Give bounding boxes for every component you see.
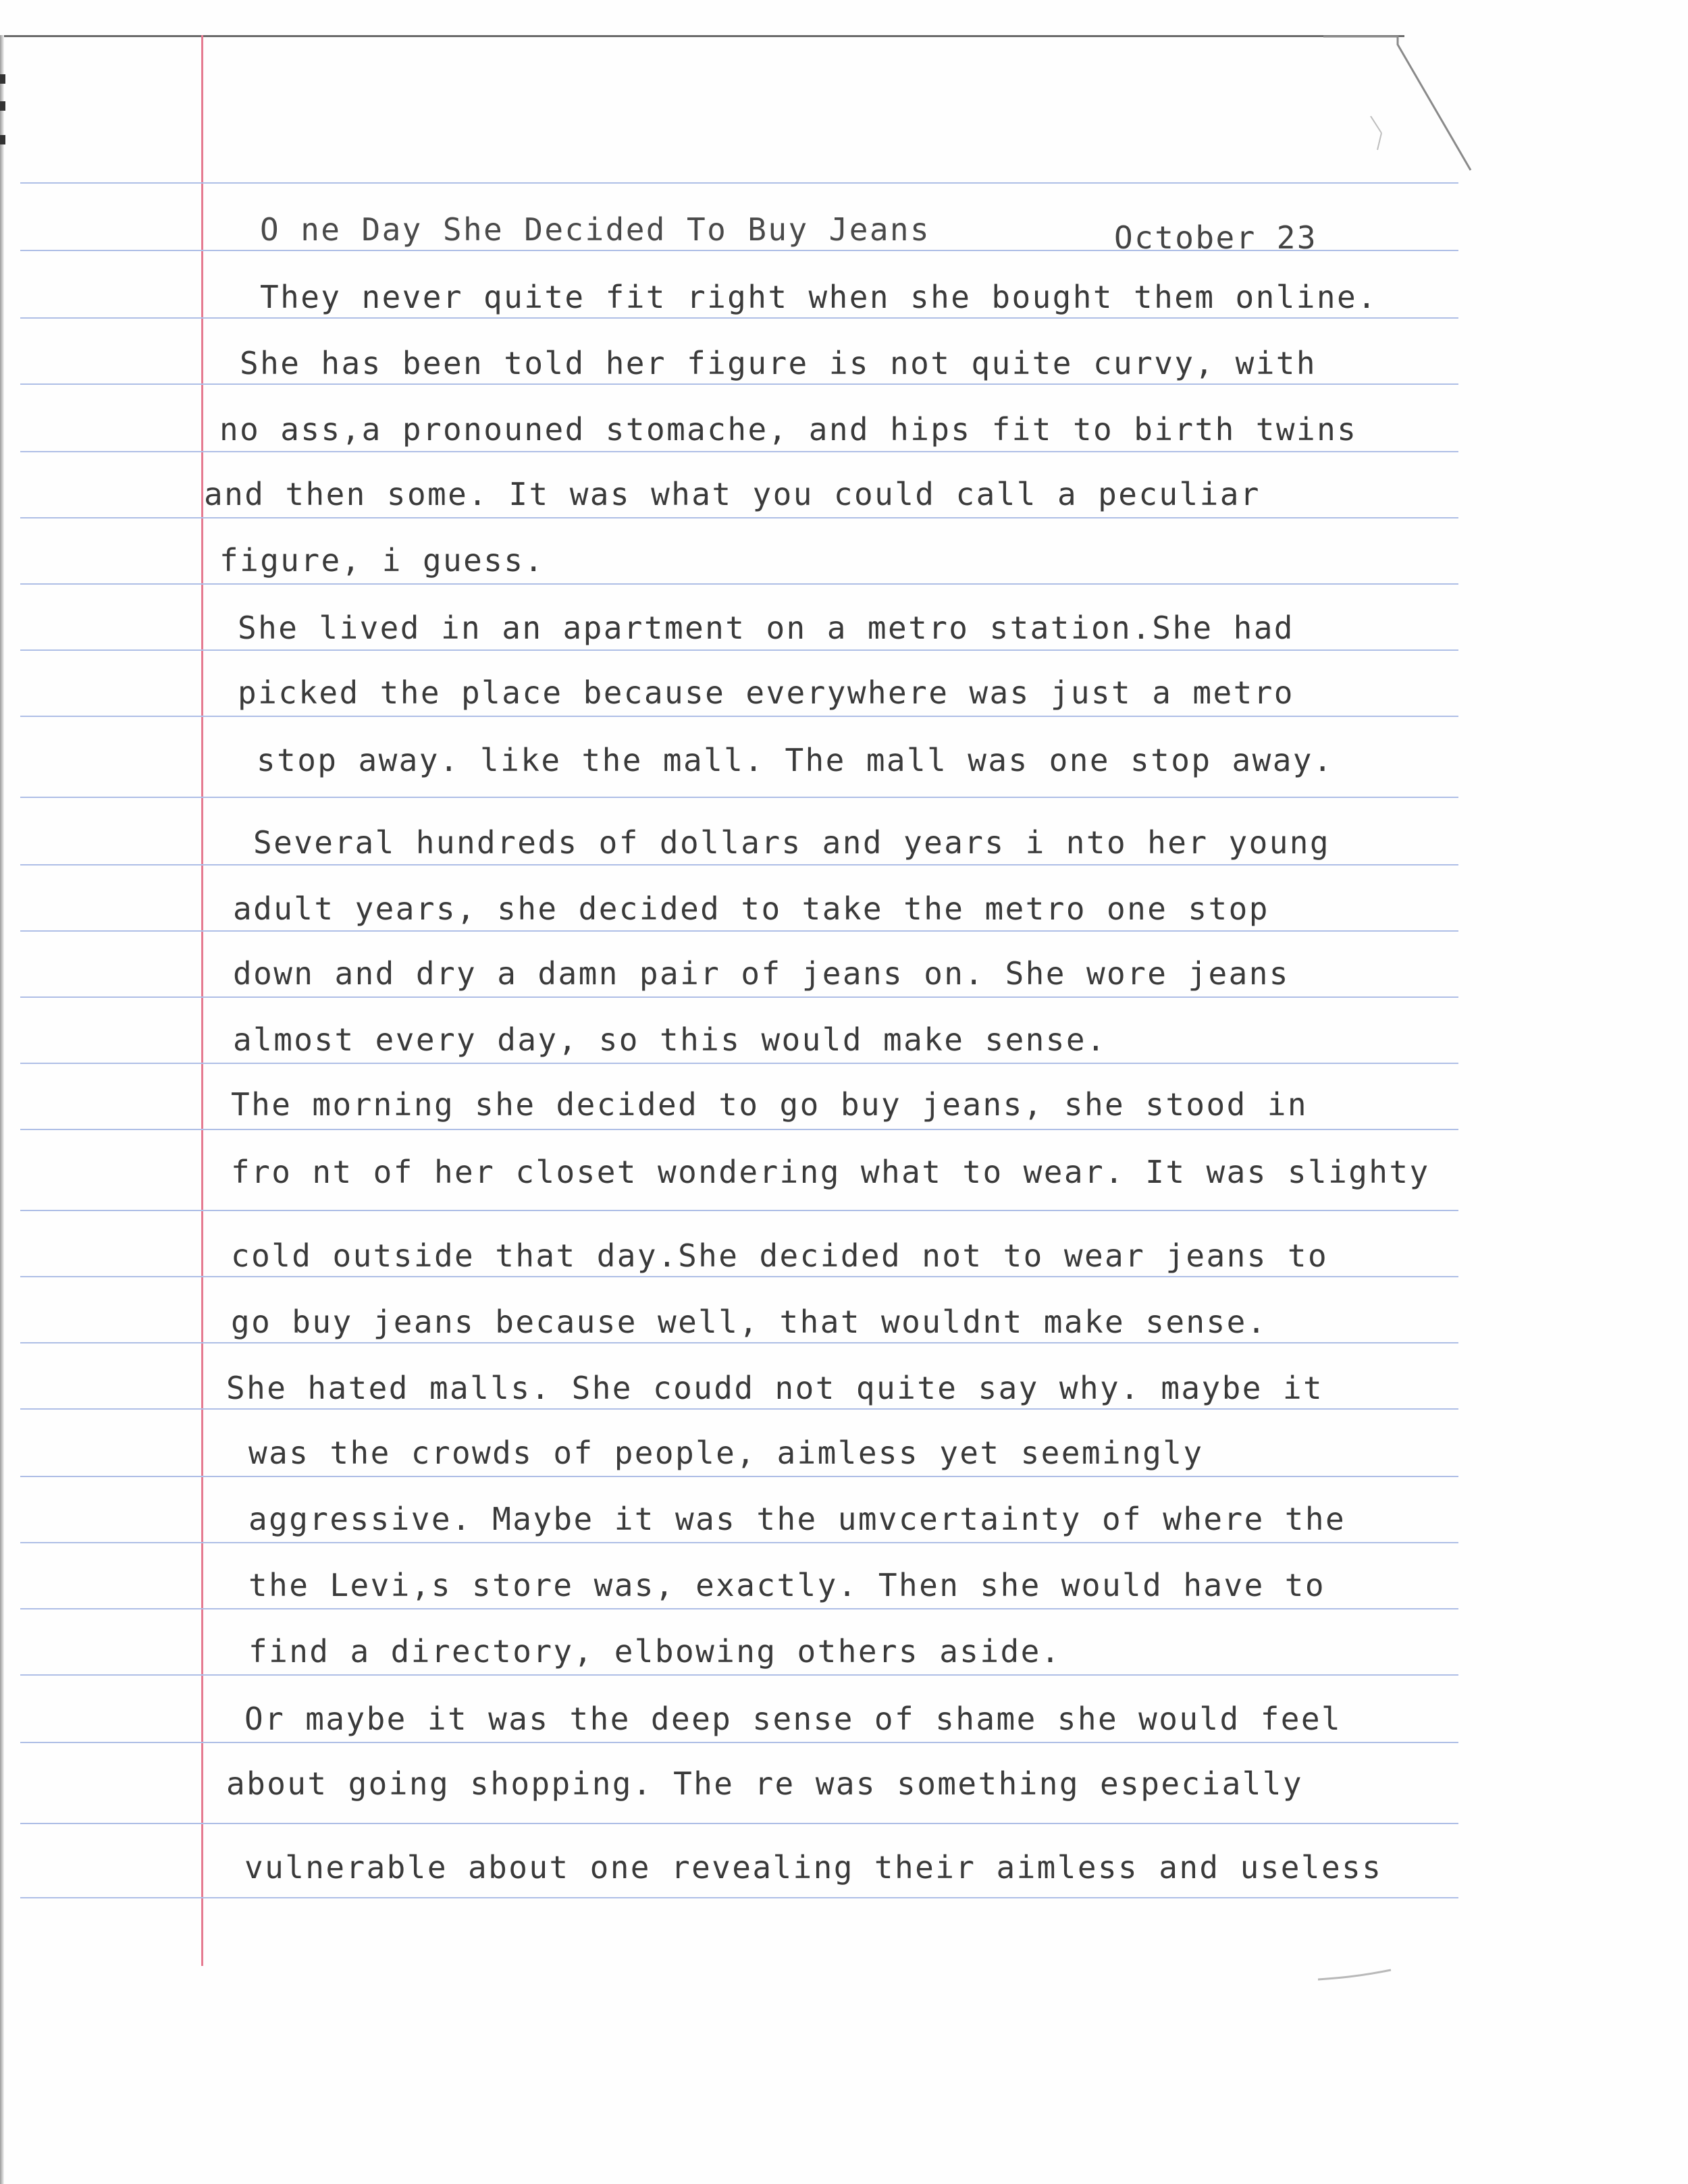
- text-line: was the crowds of people, aimless yet seemingly: [248, 1435, 1204, 1471]
- ruled-line: [20, 649, 1458, 651]
- ruled-line: [20, 1210, 1458, 1211]
- text-line: down and dry a damn pair of jeans on. She wore jeans: [233, 955, 1290, 992]
- ruled-line: [20, 1542, 1458, 1543]
- ruled-line: [20, 517, 1458, 518]
- ruled-line: [20, 864, 1458, 865]
- ruled-line: [20, 1608, 1458, 1609]
- ruled-line: [20, 383, 1458, 385]
- text-line: She has been told her figure is not quite curvy, with: [240, 345, 1317, 381]
- ruled-line: [20, 1823, 1458, 1824]
- ruled-line: [20, 1342, 1458, 1343]
- corner-fold: [1323, 35, 1485, 177]
- text-line: The morning she decided to go buy jeans, she stood in: [231, 1086, 1308, 1123]
- ruled-line: [20, 996, 1458, 998]
- ruled-line: [20, 583, 1458, 585]
- ruled-line: [20, 1897, 1458, 1898]
- text-line: stop away. like the mall. The mall was one stop away.: [257, 742, 1334, 778]
- text-line: fro nt of her closet wondering what to wear. It was slighty: [231, 1154, 1430, 1190]
- ruled-line: [20, 716, 1458, 717]
- text-line: Several hundreds of dollars and years i nto her young: [253, 824, 1330, 861]
- text-line: Or maybe it was the deep sense of shame she would feel: [244, 1701, 1342, 1737]
- text-line: cold outside that day.She decided not to wear jeans to: [231, 1237, 1329, 1274]
- ruled-line: [20, 930, 1458, 932]
- text-line: almost every day, so this would make sense.: [233, 1021, 1107, 1058]
- text-line: aggressive. Maybe it was the umvcertainty of where the: [248, 1501, 1346, 1537]
- ruled-line: [20, 1129, 1458, 1130]
- document-date: October 23: [1114, 219, 1317, 256]
- text-line: the Levi,s store was, exactly. Then she would have to: [248, 1567, 1325, 1603]
- ruled-line: [20, 1742, 1458, 1743]
- ruled-line: [20, 1476, 1458, 1477]
- text-line: She lived in an apartment on a metro station.She had: [238, 610, 1294, 646]
- text-line: vulnerable about one revealing their aimless and useless: [244, 1849, 1383, 1886]
- text-line: figure, i guess.: [219, 542, 545, 579]
- paper-top-edge: [0, 35, 1404, 37]
- text-line: and then some. It was what you could call a peculiar: [204, 476, 1261, 512]
- text-line: find a directory, elbowing others aside.: [248, 1633, 1061, 1670]
- ruled-line: [20, 797, 1458, 798]
- text-line: about going shopping. The re was something especially: [226, 1765, 1303, 1802]
- document-title: O ne Day She Decided To Buy Jeans: [260, 211, 931, 248]
- ruled-line: [20, 1674, 1458, 1676]
- margin-line: [201, 35, 203, 1966]
- ruled-line: [20, 182, 1458, 184]
- text-line: They never quite fit right when she bought them online.: [260, 279, 1378, 315]
- ruled-line: [20, 1276, 1458, 1277]
- ruled-line: [20, 317, 1458, 319]
- pencil-mark: [1317, 1965, 1398, 1985]
- text-line: go buy jeans because well, that wouldnt make sense.: [231, 1304, 1267, 1340]
- text-line: adult years, she decided to take the metro one stop: [233, 890, 1269, 927]
- ruled-line: [20, 1063, 1458, 1064]
- text-line: no ass,a pronouned stomache, and hips fit to birth twins: [219, 411, 1358, 448]
- text-line: picked the place because everywhere was just a metro: [238, 674, 1294, 711]
- paper-left-edge: [0, 35, 4, 2184]
- ruled-line: [20, 1408, 1458, 1410]
- ruled-line: [20, 451, 1458, 452]
- text-line: She hated malls. She coudd not quite say why. maybe it: [226, 1370, 1324, 1406]
